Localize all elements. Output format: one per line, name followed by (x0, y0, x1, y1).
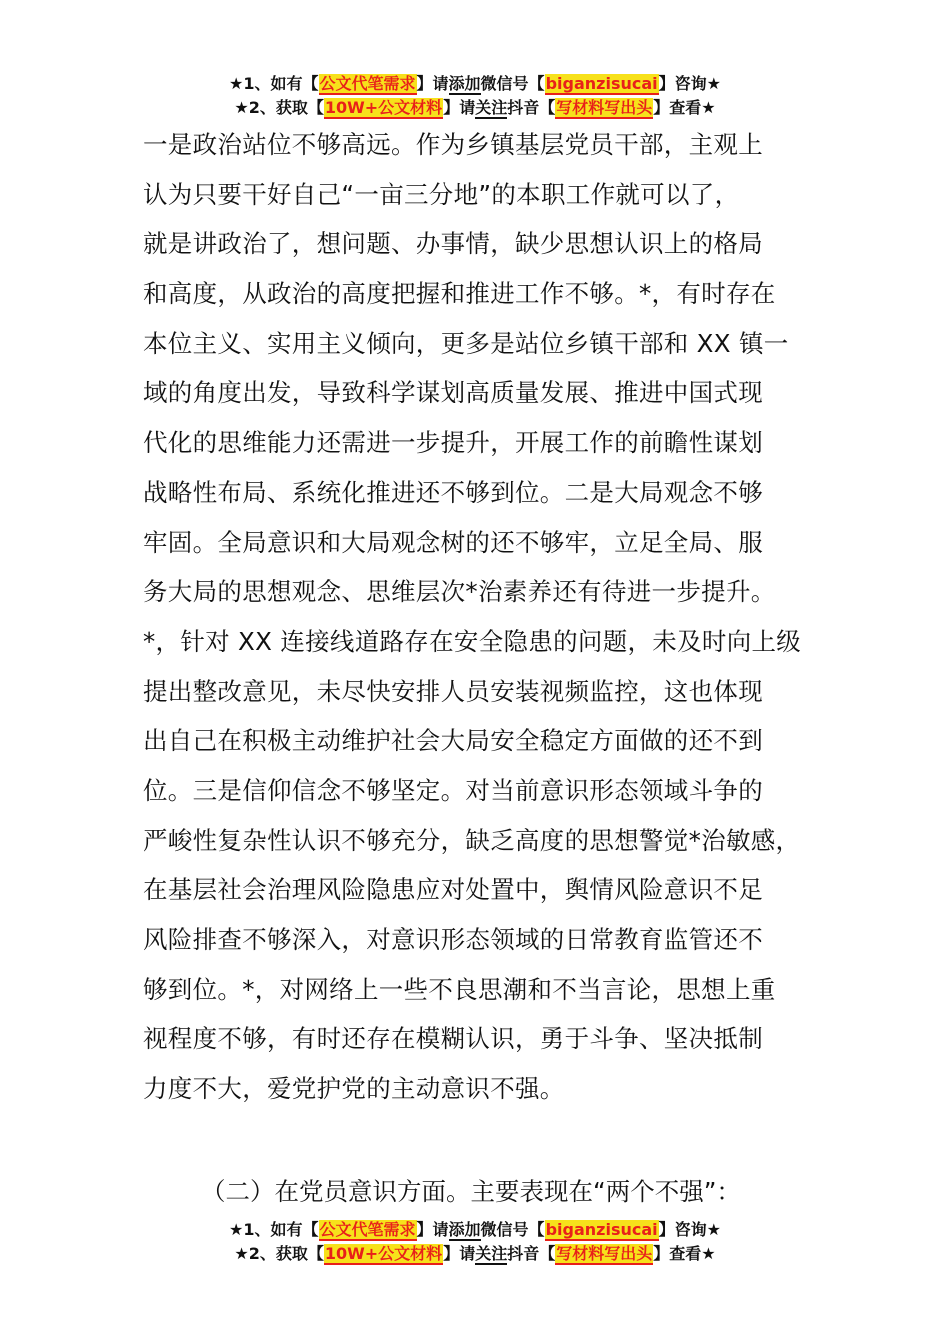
paragraph-line: 严峻性复杂性认识不够充分，缺乏高度的思想警觉*治敏感， (143, 825, 801, 855)
banner-text: 】查看★ (653, 98, 716, 117)
banner-text: 】请 (443, 98, 476, 117)
banner-text: 】请 (416, 74, 449, 93)
paragraph-line: 出自己在积极主动维护社会大局安全稳定方面做的还不到 (143, 726, 763, 756)
paragraph-line: 和高度，从政治的高度把握和推进工作不够。*，有时存在 (143, 279, 776, 309)
top-banner (0, 72, 950, 120)
bottom-banner (0, 1218, 950, 1266)
banner-highlight-service: 公文代笔需求 (319, 74, 416, 93)
paragraph-line: 一是政治站位不够高远。作为乡镇基层党员干部，主观上 (143, 130, 763, 159)
paragraph-line: 视程度不够，有时还存在模糊认识，勇于斗争、坚决抵制 (143, 1024, 763, 1054)
banner-line-1 (0, 72, 950, 96)
paragraph-line: 本位主义、实用主义倾向，更多是站位乡镇干部和 XX 镇一 (143, 328, 789, 358)
banner-text: 抖音【 (507, 1244, 556, 1263)
banner-underlined-text: 关注 (475, 1244, 508, 1263)
banner-text: 】咨询★ (658, 74, 721, 93)
banner-underlined-text: 添加 (448, 74, 481, 93)
banner-text: ★2、获取【 (234, 1244, 324, 1263)
section-heading: （二）在党员意识方面。主要表现在“两个不强”： (201, 1177, 741, 1206)
banner-text: ★2、获取【 (234, 98, 324, 117)
paragraph-line: 风险排查不够深入，对意识形态领域的日常教育监管还不 (143, 925, 763, 954)
banner-highlight-douyin: 写材料写出头 (556, 1244, 653, 1263)
banner-highlight-materials: 10W+公文材料 (324, 98, 443, 117)
banner-text: 】请 (416, 1220, 449, 1239)
banner-underlined-text: 添加 (448, 1220, 481, 1239)
paragraph-line: 位。三是信仰信念不够坚定。对当前意识形态领域斗争的 (143, 775, 763, 805)
paragraph-line: 牢固。全局意识和大局观念树的还不够牢，立足全局、服 (143, 527, 763, 557)
banner-text: 微信号【 (480, 74, 545, 93)
banner-line-2 (0, 96, 950, 120)
banner-text: ★1、如有【 (229, 1220, 319, 1239)
banner-text: 】请 (443, 1244, 476, 1263)
paragraph-line: *，针对 XX 连接线道路存在安全隐患的问题，未及时向上级 (143, 626, 802, 656)
banner-text: 微信号【 (480, 1220, 545, 1239)
paragraph-line: 代化的思维能力还需进一步提升，开展工作的前瞻性谋划 (143, 428, 763, 458)
banner-highlight-wechat: biganzisucai (545, 1220, 658, 1239)
banner-text: 】咨询★ (658, 1220, 721, 1239)
paragraph-line: 就是讲政治了，想问题、办事情，缺少思想认识上的格局 (143, 229, 763, 259)
body-paragraph (143, 120, 833, 1114)
paragraph-line: 力度不大，爱党护党的主动意识不强。 (143, 1074, 565, 1104)
banner-underlined-text: 关注 (475, 98, 508, 117)
banner-text: 抖音【 (507, 98, 556, 117)
paragraph-line: 域的角度出发，导致科学谋划高质量发展、推进中国式现 (143, 378, 763, 408)
paragraph-line: 战略性布局、系统化推进还不够到位。二是大局观念不够 (143, 477, 763, 507)
banner-highlight-douyin: 写材料写出头 (556, 98, 653, 117)
banner-line-1 (0, 1218, 950, 1242)
paragraph-line: 认为只要干好自己“一亩三分地”的本职工作就可以了， (143, 179, 740, 209)
paragraph-line: 在基层社会治理风险隐患应对处置中，舆情风险意识不足 (143, 875, 763, 905)
banner-highlight-wechat: biganzisucai (545, 74, 658, 93)
paragraph-line: 务大局的思想观念、思维层次*治素养还有待进一步提升。 (143, 577, 776, 607)
banner-text: ★1、如有【 (229, 74, 319, 93)
paragraph-line: 提出整改意见，未尽快安排人员安装视频监控，这也体现 (143, 676, 763, 706)
banner-line-2 (0, 1242, 950, 1266)
paragraph-line: 够到位。*，对网络上一些不良思潮和不当言论，思想上重 (143, 974, 776, 1004)
banner-highlight-materials: 10W+公文材料 (324, 1244, 443, 1263)
banner-text: 】查看★ (653, 1244, 716, 1263)
banner-highlight-service: 公文代笔需求 (319, 1220, 416, 1239)
